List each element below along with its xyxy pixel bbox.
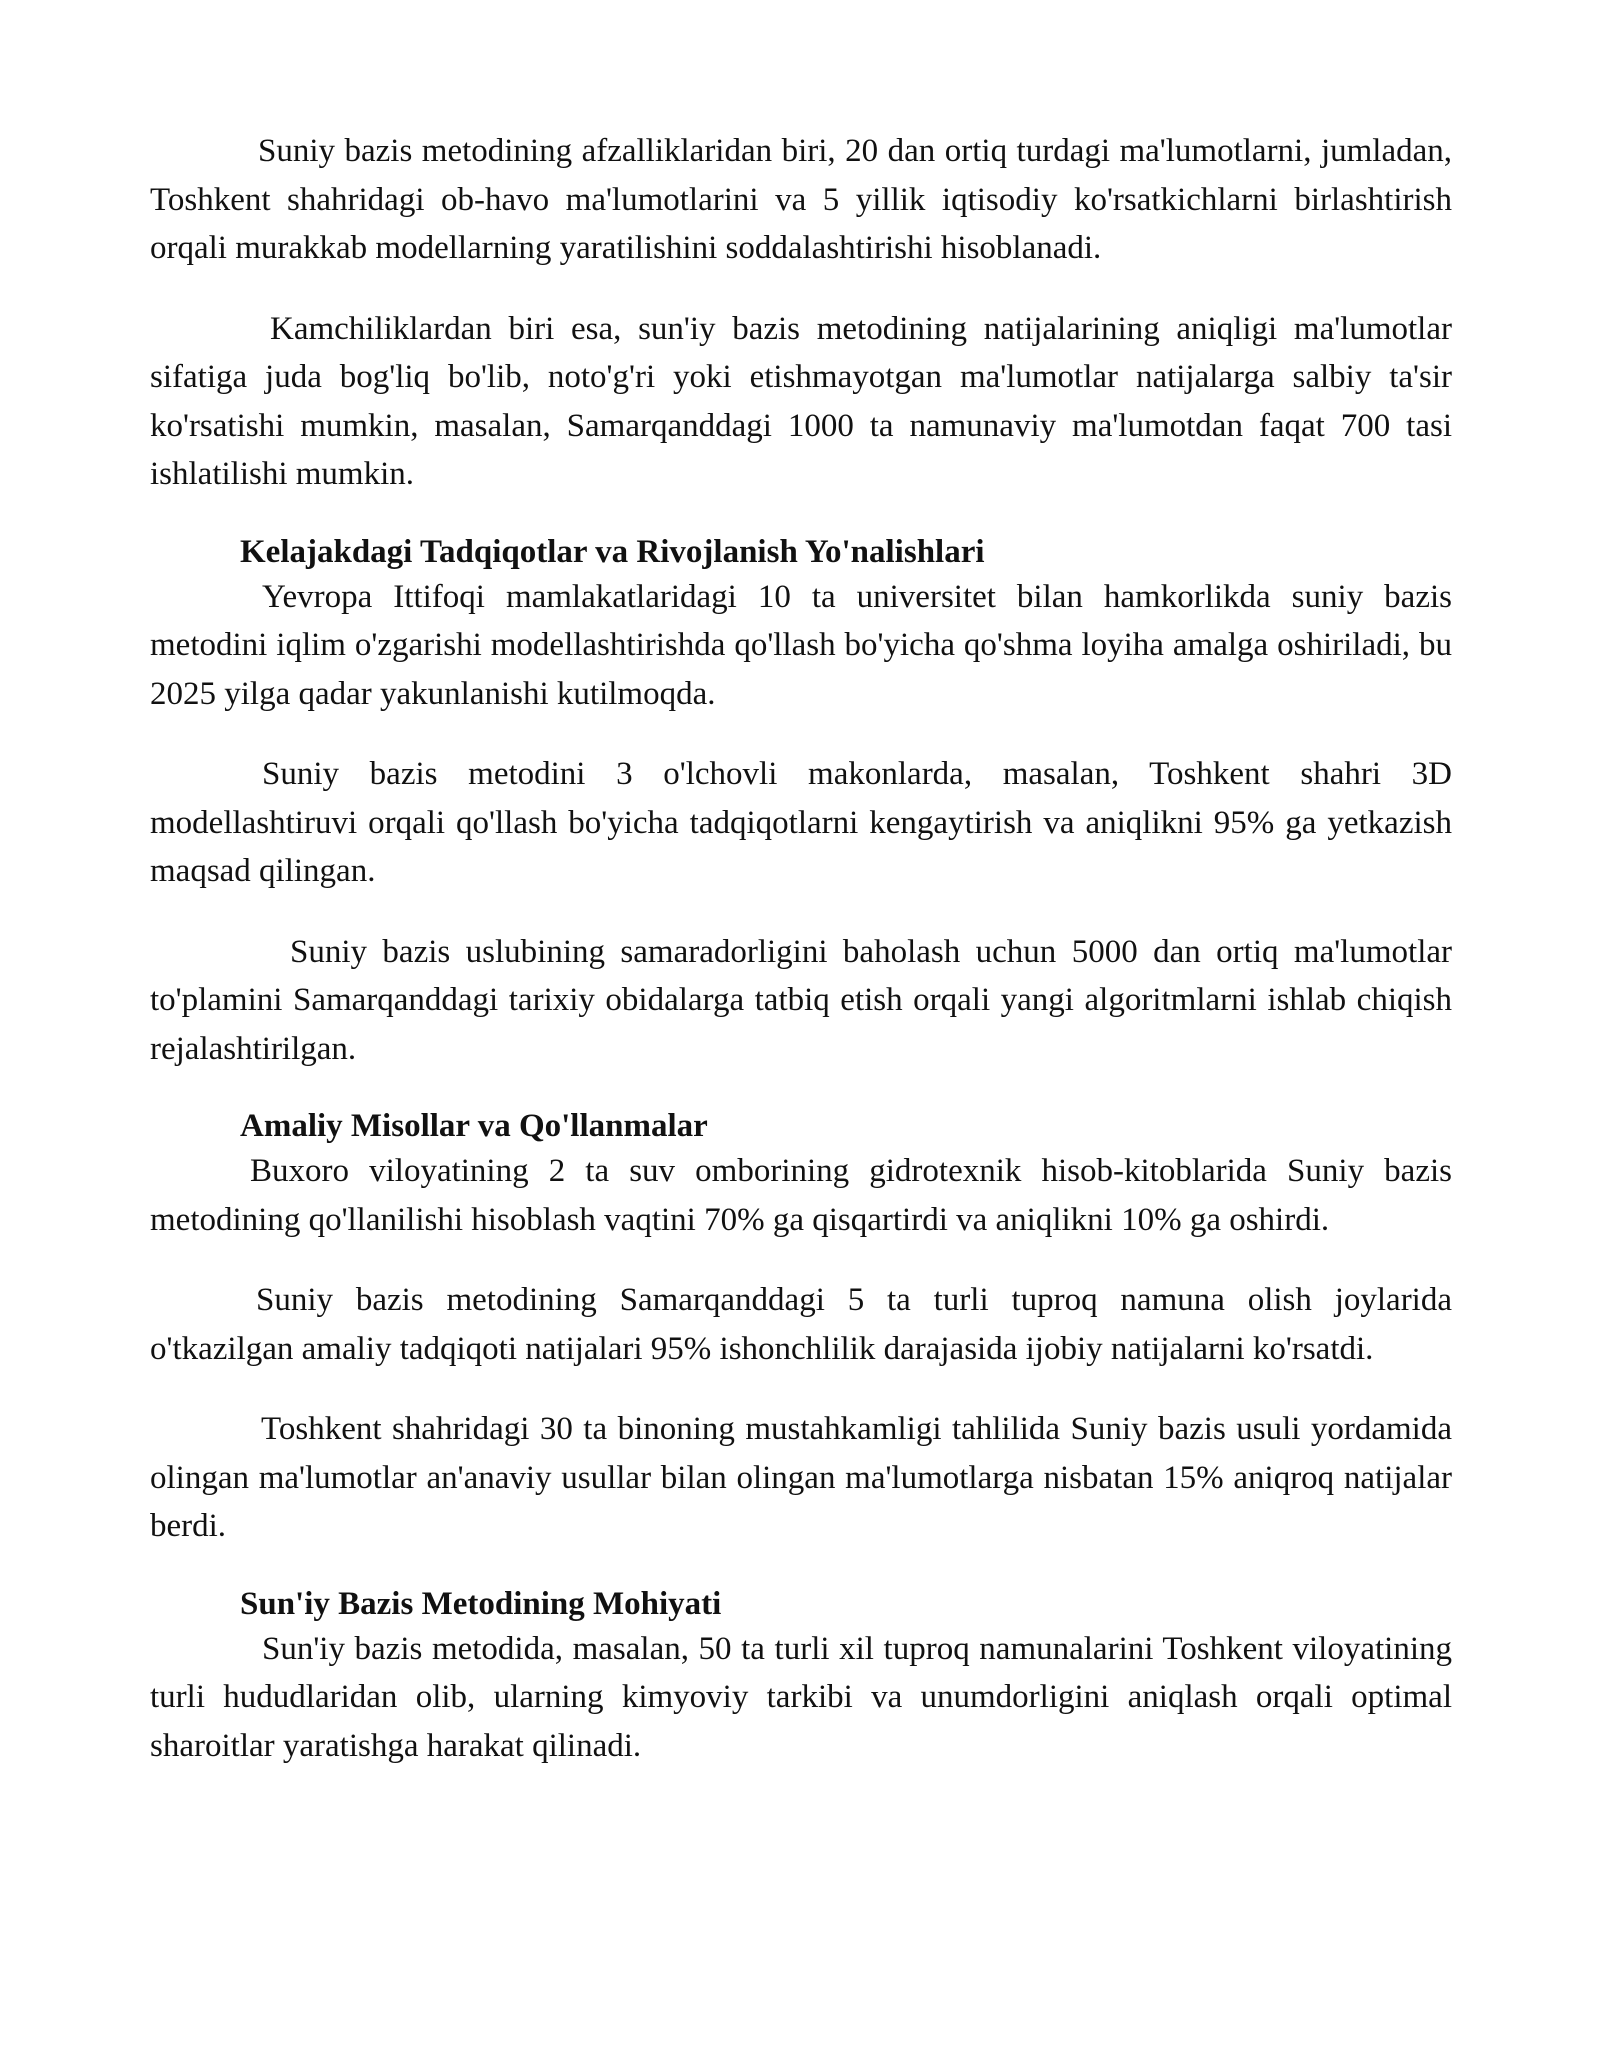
section-heading-future-research: Kelajakdagi Tadqiqotlar va Rivojlanish Yo'nalishlari [240,533,985,570]
paragraph-bukhara-reservoirs: Buxoro viloyatining 2 ta suv omborining gidrotexnik hisob-kitoblarida Suniy bazis metodining qo'llanilishi hisoblash vaqtini 70% ga qisqartirdi va aniqlikni 10% ga oshirdi. [150,1153,1452,1238]
paragraph-3d-modeling: Suniy bazis metodini 3 o'lchovli makonlarda, masalan, Toshkent shahri 3D modellashtiruvi orqali qo'llash bo'yicha tadqiqotlarni kengaytirish va aniqlikni 95% ga yetkazish maqsad qilingan. [150,756,1452,889]
section-heading-practical-examples: Amaliy Misollar va Qo'llanmalar [240,1108,708,1144]
paragraph-samarkand-soil: Suniy bazis metodining Samarqanddagi 5 ta turli tuproq namuna olish joylarida o'tkazilgan amaliy tadqiqoti natijalari 95% ishonchlilik darajasida ijobiy natijalarni ko'rsatdi. [150,1282,1452,1367]
paragraph-eu-project: Yevropa Ittifoqi mamlakatlaridagi 10 ta universitet bilan hamkorlikda suniy bazis metodini iqlim o'zgarishi modellashtirishda qo'llash bo'yicha qo'shma loyiha amalga oshiriladi, bu 2025 yilga qadar yakunlanishi kutilmoqda. [150,578,1452,712]
paragraph-tashkent-buildings: Toshkent shahridagi 30 ta binoning mustahkamligi tahlilida Suniy bazis usuli yordamida olingan ma'lumotlar an'anaviy usullar bilan olingan ma'lumotlarga nisbatan 15% aniqroq natijalar berdi. [150,1411,1452,1544]
paragraph-disadvantages: Kamchiliklardan biri esa, sun'iy bazis metodining natijalarining aniqligi ma'lumotlar sifatiga juda bog'liq bo'lib, noto'g'ri yoki etishmayotgan ma'lumotlar natijalarga salbiy ta'sir ko'rsatishi mumkin, masalan, Samarqanddagi 1000 ta namunaviy ma'lumotdan faqat 700 tasi ishlatilishi mumkin. [150,310,1452,492]
section-heading-method-essence: Sun'iy Bazis Metodining Mohiyati [240,1585,722,1622]
paragraph-efficiency-evaluation: Suniy bazis uslubining samaradorligini baholash uchun 5000 dan ortiq ma'lumotlar to'plamini Samarqanddagi tarixiy obidalarga tatbiq etish orqali yangi algoritmlarni ishlab chiqish rejalashtirilgan. [150,933,1452,1067]
paragraph-soil-samples: Sun'iy bazis metodida, masalan, 50 ta turli xil tuproq namunalarini Toshkent viloyatining turli hududlaridan olib, ularning kimyoviy tarkibi va unumdorligini aniqlash orqali optimal sharoitlar yaratishga harakat qilinadi. [150,1630,1452,1764]
paragraph-advantages: Suniy bazis metodining afzalliklaridan biri, 20 dan ortiq turdagi ma'lumotlarni, jumladan, Toshkent shahridagi ob-havo ma'lumotlarini va 5 yillik iqtisodiy ko'rsatkichlarni birlashtirish orqali murakkab modellarning yaratilishini soddalashtirishi hisoblanadi. [150,133,1452,266]
document-page [150,127,1452,1770]
